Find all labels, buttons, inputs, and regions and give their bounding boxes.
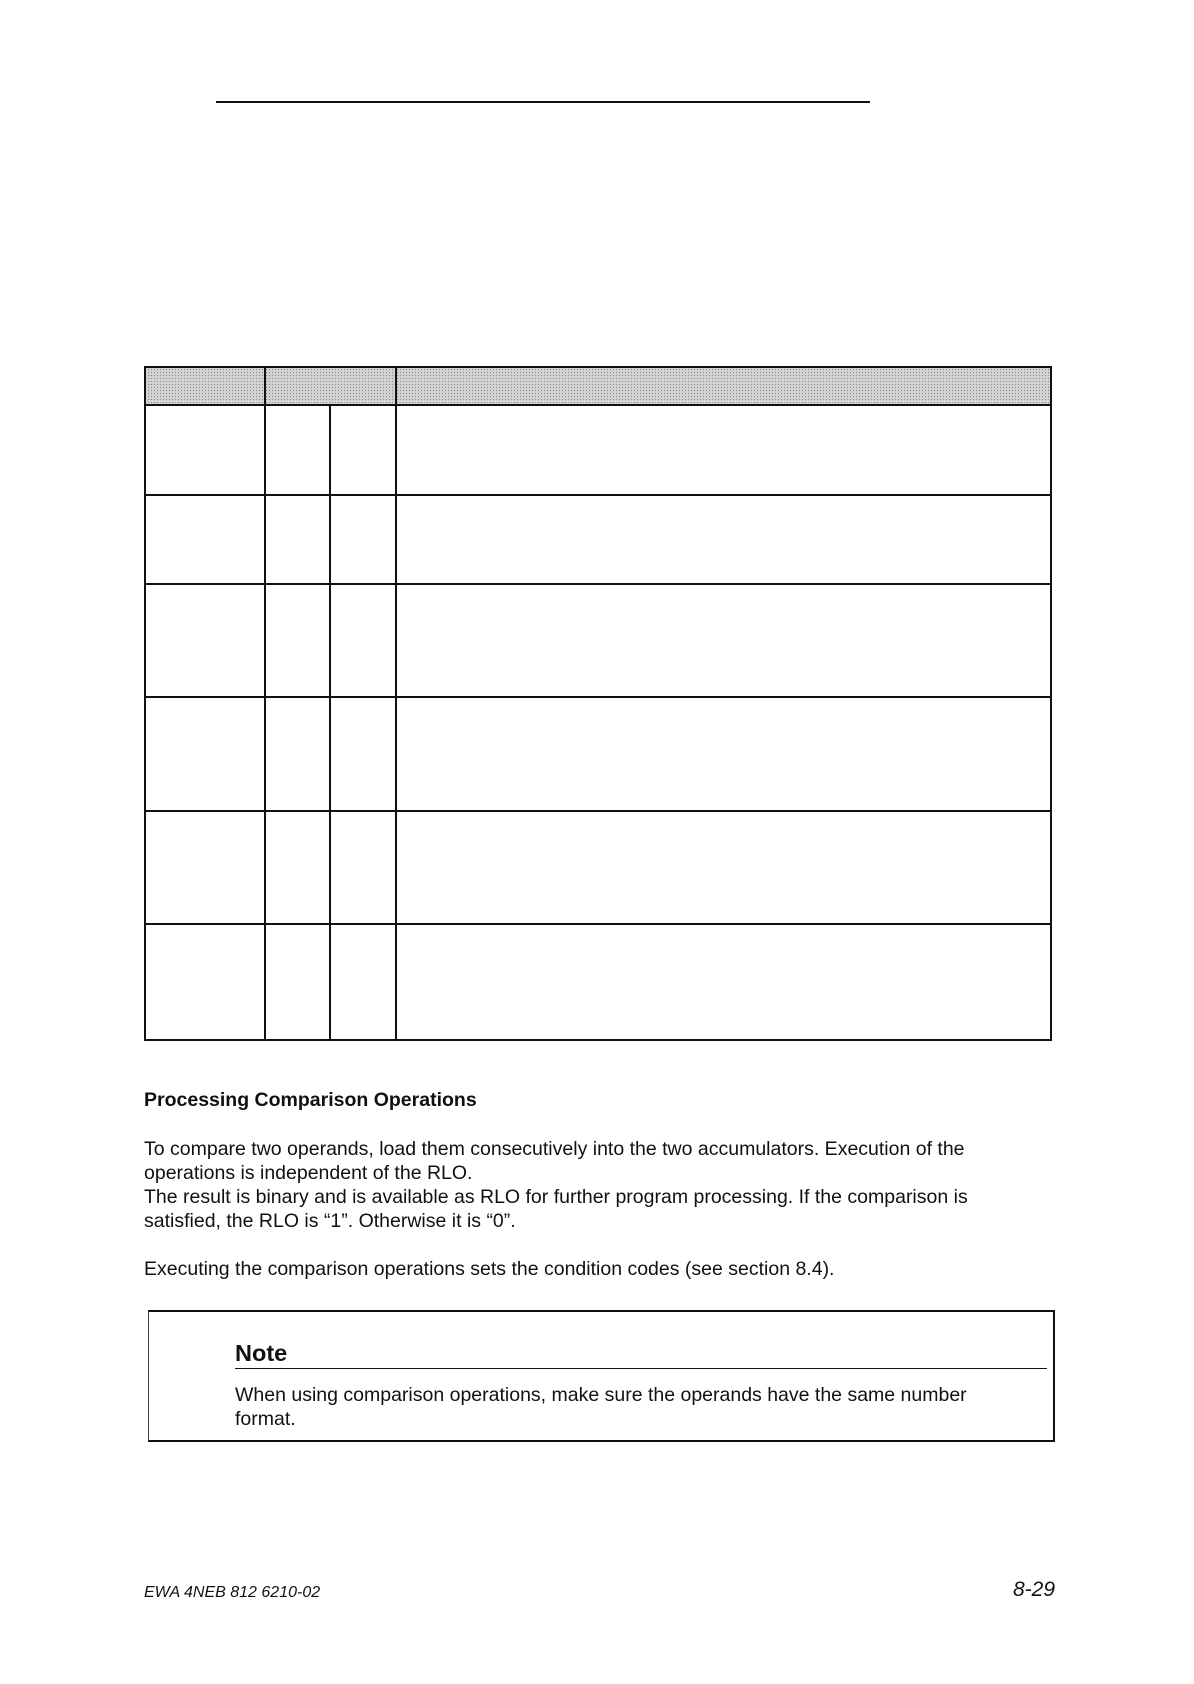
- table-row: [144, 583, 1052, 696]
- header-rule: [216, 101, 870, 103]
- body-paragraph: The result is binary and is available as RLO for further program processing. If the comparison is satisfied, the RLO is “1”. Otherwise it is “0”.: [144, 1186, 968, 1232]
- note-title: Note: [235, 1340, 288, 1366]
- table-row: [144, 923, 1052, 1039]
- body-paragraph: To compare two operands, load them consecutively into the two accumulators. Execution of the operations is independent of the RLO.: [144, 1138, 965, 1184]
- table-header-cell: [396, 366, 1052, 406]
- note-rule: [235, 1368, 1047, 1369]
- footer-doc-code: EWA 4NEB 812 6210-02: [144, 1584, 321, 1601]
- table-row: [144, 810, 1052, 923]
- section-heading: Processing Comparison Operations: [144, 1089, 477, 1111]
- note-text: When using comparison operations, make sure the operands have the same number format.: [235, 1384, 967, 1430]
- table-bottom-border: [144, 1039, 1052, 1041]
- table-header-cell: [265, 366, 396, 406]
- note-box: [148, 1310, 1055, 1442]
- comparison-operations-table: [144, 366, 1052, 1041]
- table-header-cell: [144, 366, 265, 406]
- table-row: [144, 494, 1052, 583]
- table-row: [144, 696, 1052, 810]
- body-paragraph: Executing the comparison operations sets the condition codes (see section 8.4).: [144, 1258, 835, 1280]
- table-row: [144, 406, 1052, 494]
- footer-page-number: 8-29: [1012, 1578, 1055, 1601]
